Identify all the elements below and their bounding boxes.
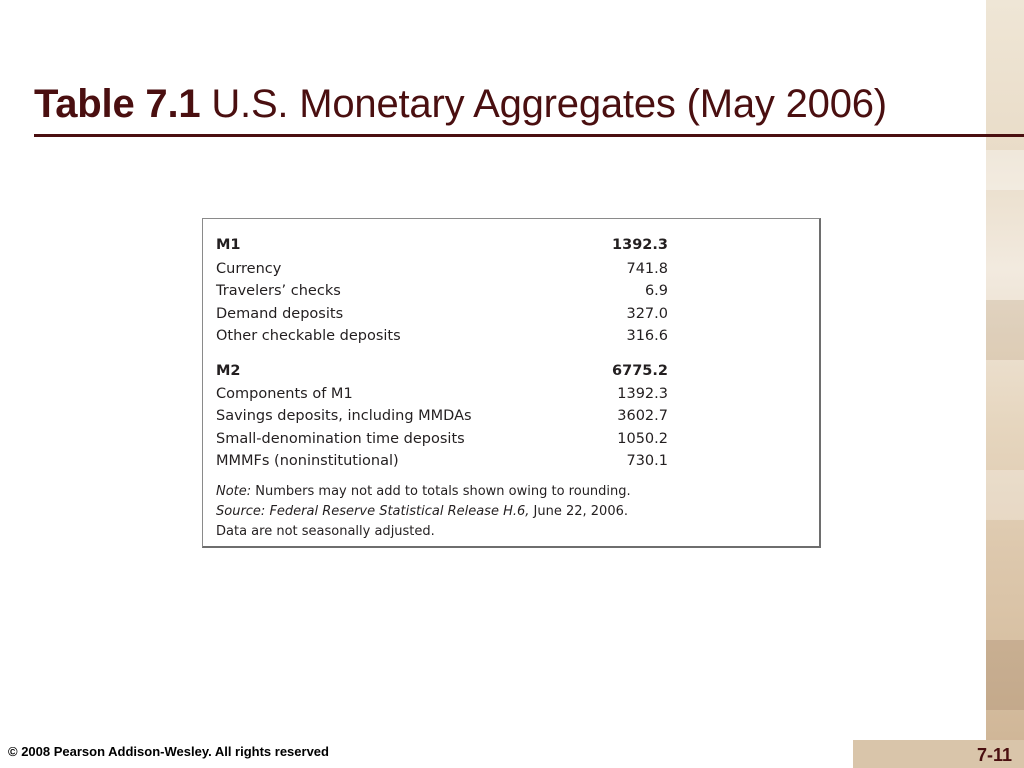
page-number-box — [853, 740, 1024, 768]
monetary-aggregates-table — [202, 218, 821, 548]
row-label: Other checkable deposits — [216, 328, 401, 344]
table-row — [216, 258, 668, 280]
row-label: Demand deposits — [216, 306, 344, 322]
table-notes — [216, 482, 806, 542]
decorative-side-art — [986, 0, 1024, 768]
note-line — [216, 482, 806, 502]
title-text: U.S. Monetary Aggregates (May 2006) — [200, 82, 887, 126]
table-row — [216, 428, 668, 450]
table-row-m2-total — [216, 360, 668, 382]
row-value: 1050.2 — [617, 431, 668, 447]
row-value: 3602.7 — [617, 408, 668, 424]
row-label: Components of M1 — [216, 386, 353, 402]
row-value: 741.8 — [626, 261, 668, 277]
slide-title — [34, 82, 887, 127]
note-label: Note: — [216, 484, 252, 499]
title-underline — [34, 134, 1024, 137]
source-text: June 22, 2006. — [529, 504, 628, 519]
adjustment-line: Data are not seasonally adjusted. — [216, 524, 435, 539]
row-label: Currency — [216, 261, 282, 277]
table-row — [216, 303, 668, 325]
table-row-m1-total — [216, 234, 668, 256]
table-row — [216, 280, 668, 302]
row-value: 327.0 — [626, 306, 668, 322]
row-value: 6775.2 — [612, 363, 668, 379]
row-value: 6.9 — [644, 283, 668, 299]
table-row — [216, 325, 668, 347]
row-label: Travelers’ checks — [216, 283, 341, 299]
source-label: Source: Federal Reserve Statistical Release H.6, — [216, 504, 530, 519]
row-value: 1392.3 — [612, 237, 668, 253]
title-table-number: Table 7.1 — [34, 82, 201, 126]
row-label: M1 — [216, 237, 241, 253]
row-value: 316.6 — [626, 328, 668, 344]
source-line — [216, 502, 806, 522]
table-row — [216, 405, 668, 427]
row-label: M2 — [216, 363, 241, 379]
table-row — [216, 383, 668, 405]
table-row — [216, 450, 668, 472]
row-label: MMMFs (noninstitutional) — [216, 453, 399, 469]
page-number: 7-11 — [976, 745, 1012, 765]
row-value: 1392.3 — [617, 386, 668, 402]
copyright-footer: © 2008 Pearson Addison-Wesley. All rights reserved — [8, 744, 329, 759]
row-label: Small-denomination time deposits — [216, 431, 465, 447]
row-label: Savings deposits, including MMDAs — [216, 408, 472, 424]
note-text: Numbers may not add to totals shown owing to rounding. — [251, 484, 631, 499]
row-value: 730.1 — [626, 453, 668, 469]
